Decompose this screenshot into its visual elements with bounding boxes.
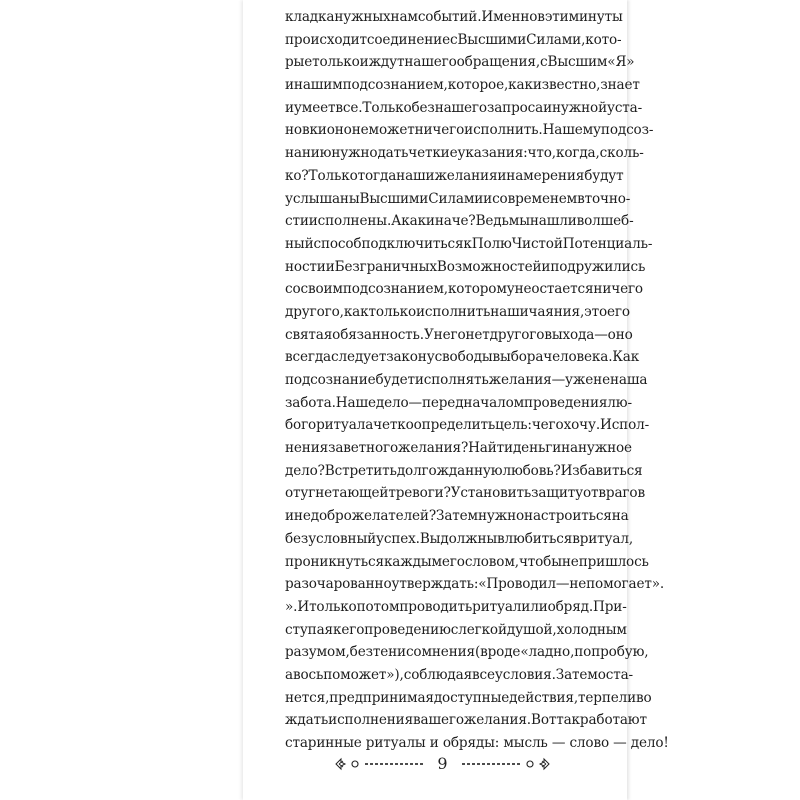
text-line: нения заветного желания? Найти деньги на нужное	[285, 440, 632, 457]
text-line: ности и Безграничных Возможностей и подружились	[285, 258, 646, 275]
text-line: разумом, без тени сомнения (вроде «ладно, попробую,	[285, 644, 649, 661]
text-line: старинные ритуалы и обряды: мысль — слово — дело!	[285, 735, 669, 751]
text-line: дело? Встретить долгожданную любовь? Избавиться	[285, 462, 643, 479]
text-line: авось поможет»), соблюдая все условия. Затем оста-	[285, 666, 633, 683]
text-line: подсознание будет исполнять желания — уже не наша	[285, 372, 648, 388]
text-line: забота. Наше дело — перед началом проведения лю-	[285, 394, 632, 411]
text-line: бого ритуала четко определить цель: чего хочу. Испол-	[285, 417, 650, 434]
text-line: ступая к его проведению с легкой душой, холодным	[285, 621, 627, 638]
text-line: кладка нужных нам событий. Именно в эти минуты	[285, 9, 623, 25]
right-ornament-icon	[458, 757, 550, 771]
text-line: безусловный успех. Вы должны влюбиться в ритуал,	[285, 530, 633, 547]
text-line: и нашим подсознанием, которое, как известно, знает	[285, 77, 640, 94]
text-line: ждать исполнения вашего желания. Вот так работают	[285, 712, 647, 729]
page-footer	[285, 754, 600, 774]
text-line: сти исполнены. А как иначе? Ведь мы нашли волшеб-	[285, 213, 634, 230]
page-number: 9	[437, 754, 448, 773]
text-line: новки оно не может ничего исполнить. Нашему подсоз-	[285, 122, 654, 139]
text-line: ». И только потом проводить ритуал или обряд. При-	[285, 598, 627, 615]
text-line: разочарованно утверждать: «Проводил — не помогает».	[285, 576, 665, 593]
text-line: услышаны Высшими Силами и со временем в точно-	[285, 190, 631, 207]
text-line: другого, как только исполнить наши чаяния, это его	[285, 303, 630, 320]
text-line: от угнетающей тревоги? Установить защиту от врагов	[285, 485, 645, 502]
text-line: святая обязанность. У него нет другого выхода — оно	[285, 326, 633, 343]
text-line: всегда следует закону свободы выбора человека. Как	[285, 349, 640, 366]
left-ornament-icon	[335, 757, 427, 771]
text-line: происходит соединение с Высшими Силами, кото-	[285, 31, 622, 48]
text-line: нется, предпринимая доступные действия, терпеливо	[285, 689, 652, 706]
text-line: проникнуться каждым его словом, чтобы не пришлось	[285, 553, 649, 570]
text-line: и умеет все. Только без нашего запроса и нужной уста-	[285, 99, 643, 116]
text-line: нанию нужно дать четкие указания: что, когда, сколь-	[285, 145, 644, 162]
text-line: ный способ подключиться к Полю Чистой Потенциаль-	[285, 235, 653, 252]
body-text	[285, 6, 669, 755]
text-line: и недоброжелателей? Затем нужно настроиться на	[285, 508, 629, 525]
text-line: со своим подсознанием, которому не остается ничего	[285, 281, 643, 298]
text-line: ко? Только тогда наши желания и намерения будут	[285, 167, 624, 184]
text-line: рые только и ждут нашего обращения, с Высшим «Я»	[285, 54, 635, 71]
